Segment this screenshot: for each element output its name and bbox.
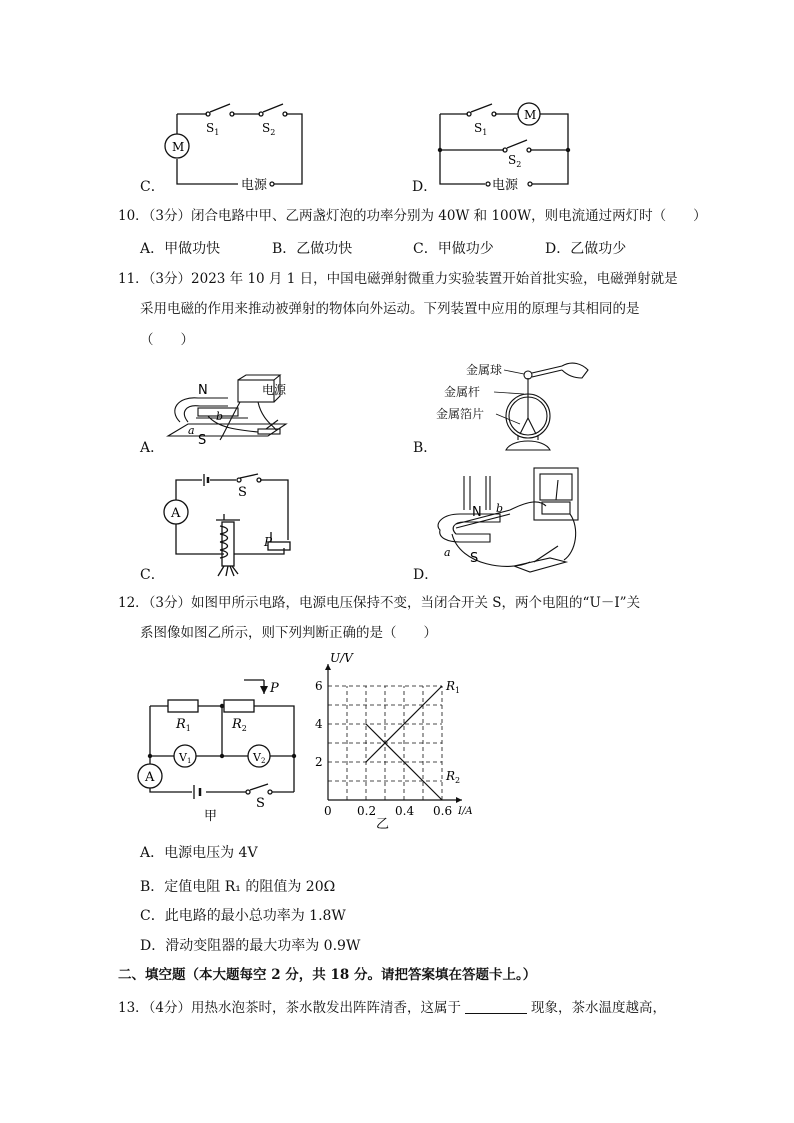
q12-v2-label: V2 bbox=[253, 751, 266, 765]
y-tick-label: 4 bbox=[315, 717, 323, 731]
q9-circuit-c bbox=[150, 98, 320, 194]
fig-c-switch: S bbox=[238, 485, 247, 500]
q11-figure-a bbox=[158, 374, 298, 452]
s1-c-label: $S_1$ bbox=[206, 121, 220, 137]
q12-option-a: A．电源电压为 4V bbox=[140, 845, 258, 861]
x-tick-label: 0.2 bbox=[357, 804, 377, 818]
q12-caption-jia: 甲 bbox=[204, 809, 218, 824]
q11-stem-line3: （ ） bbox=[140, 332, 194, 348]
fig-c-ammeter: A bbox=[171, 506, 181, 521]
s2-c-label: $S_2$ bbox=[262, 121, 276, 137]
q12-circuit-jia bbox=[134, 672, 304, 832]
q11-stem-line1: 11．（3分）2023 年 10 月 1 日，中国电磁弹射微重力实验装置开始首批实验，电磁弹射就是 bbox=[118, 271, 678, 287]
fig-a-a: a bbox=[188, 424, 195, 437]
fig-d-b: b bbox=[496, 502, 504, 515]
q10-option-c: C．甲做功少 bbox=[413, 241, 494, 257]
q12-graph-yi bbox=[310, 650, 486, 830]
fig-c-slider: P bbox=[264, 535, 273, 549]
q12-option-b: B．定值电阻 R₁ 的阻值为 20Ω bbox=[140, 879, 336, 895]
fig-a-power: 电源 bbox=[262, 383, 287, 397]
q12-v1-label: V1 bbox=[179, 751, 192, 765]
fig-d-a: a bbox=[444, 546, 451, 559]
power-d-label: 电源 bbox=[492, 178, 519, 193]
q12-option-c: C．此电路的最小总功率为 1.8W bbox=[140, 908, 346, 924]
chart-labels bbox=[315, 651, 473, 830]
q9-option-c-label: C． bbox=[140, 179, 165, 195]
series-name-r2: $R_2$ bbox=[446, 769, 461, 785]
q10-option-b: B．乙做功快 bbox=[272, 241, 353, 257]
q12-r2-label: $R_2$ bbox=[232, 717, 247, 733]
fig-a-s: S bbox=[198, 433, 207, 448]
q12-option-d: D．滑动变阻器的最大功率为 0.9W bbox=[140, 938, 361, 954]
q12-p-label: P bbox=[270, 681, 279, 696]
q12-switch-label: S bbox=[256, 796, 265, 811]
series-name-r1-sub: 1 bbox=[455, 686, 461, 695]
fig-b-ball-label: 金属球 bbox=[466, 363, 503, 377]
chart-axes bbox=[325, 664, 462, 803]
fig-a-n: N bbox=[198, 383, 208, 398]
q11-option-c-label: C． bbox=[140, 567, 165, 583]
q12-r1-label: $R_1$ bbox=[176, 717, 191, 733]
q9-circuit-d bbox=[430, 98, 580, 194]
q11-figure-d bbox=[430, 462, 590, 580]
x-axis-arrow bbox=[456, 797, 462, 803]
q13-stem bbox=[118, 998, 666, 1018]
q11-figure-c bbox=[158, 470, 298, 580]
q13-blank-1[interactable] bbox=[465, 999, 527, 1014]
q11-option-a-label: A． bbox=[140, 440, 165, 456]
x-tick-label: 0.6 bbox=[433, 804, 453, 818]
q11-figure-b bbox=[432, 358, 602, 454]
q10-option-a: A．甲做功快 bbox=[140, 241, 221, 257]
q9-option-d-label: D． bbox=[412, 179, 438, 195]
fig-b-foil-label: 金属箔片 bbox=[436, 407, 485, 421]
series-name-r2-sub: 2 bbox=[455, 776, 461, 785]
q13-stem-part1: 13．（4分）用热水泡茶时，茶水散发出阵阵清香，这属于 bbox=[118, 1000, 462, 1016]
y-tick-label: 6 bbox=[315, 679, 323, 693]
section2-heading: 二、填空题（本大题每空 2 分，共 18 分。请把答案填在答题卡上。） bbox=[118, 967, 537, 983]
q12-stem-line2: 系图像如图乙所示，则下列判断正确的是（ ） bbox=[140, 625, 437, 641]
q11-option-d-label: D． bbox=[413, 567, 439, 583]
x-tick-label: 0.4 bbox=[395, 804, 415, 818]
motor-c-label: M bbox=[172, 140, 185, 154]
chart-caption: 乙 bbox=[376, 817, 390, 830]
x-tick-label: 0 bbox=[324, 804, 332, 818]
series-name-r1: $R_1$ bbox=[446, 679, 461, 695]
q12-ammeter-label: A bbox=[145, 770, 155, 785]
q13-stem-part2: 现象，茶水温度越高， bbox=[531, 1000, 667, 1016]
y-tick-label: 2 bbox=[315, 755, 323, 769]
x-axis-label: I/A bbox=[458, 806, 473, 817]
motor-d-label: M bbox=[524, 108, 537, 122]
fig-d-n: N bbox=[472, 505, 482, 520]
q11-stem-line2: 采用电磁的作用来推动被弹射的物体向外运动。下列装置中应用的原理与其相同的是 bbox=[140, 301, 640, 317]
q10-stem: 10．（3分）闭合电路中甲、乙两盏灯泡的功率分别为 40W 和 100W，则电流通过两灯时（ ） bbox=[118, 208, 707, 224]
q12-stem-line1: 12．（3分）如图甲所示电路，电源电压保持不变，当闭合开关 S，两个电阻的“U－I”关 bbox=[118, 595, 641, 611]
q10-option-d: D．乙做功少 bbox=[545, 241, 627, 257]
fig-d-s: S bbox=[470, 551, 479, 566]
fig-b-rod-label: 金属杆 bbox=[444, 385, 481, 399]
s1-d-label: $S_1$ bbox=[474, 121, 488, 137]
fig-a-b: b bbox=[216, 410, 224, 423]
s2-d-label: $S_2$ bbox=[508, 153, 522, 169]
power-c-label: 电源 bbox=[241, 178, 268, 193]
q11-option-b-label: B． bbox=[413, 440, 438, 456]
y-axis-label: U/V bbox=[330, 651, 353, 665]
